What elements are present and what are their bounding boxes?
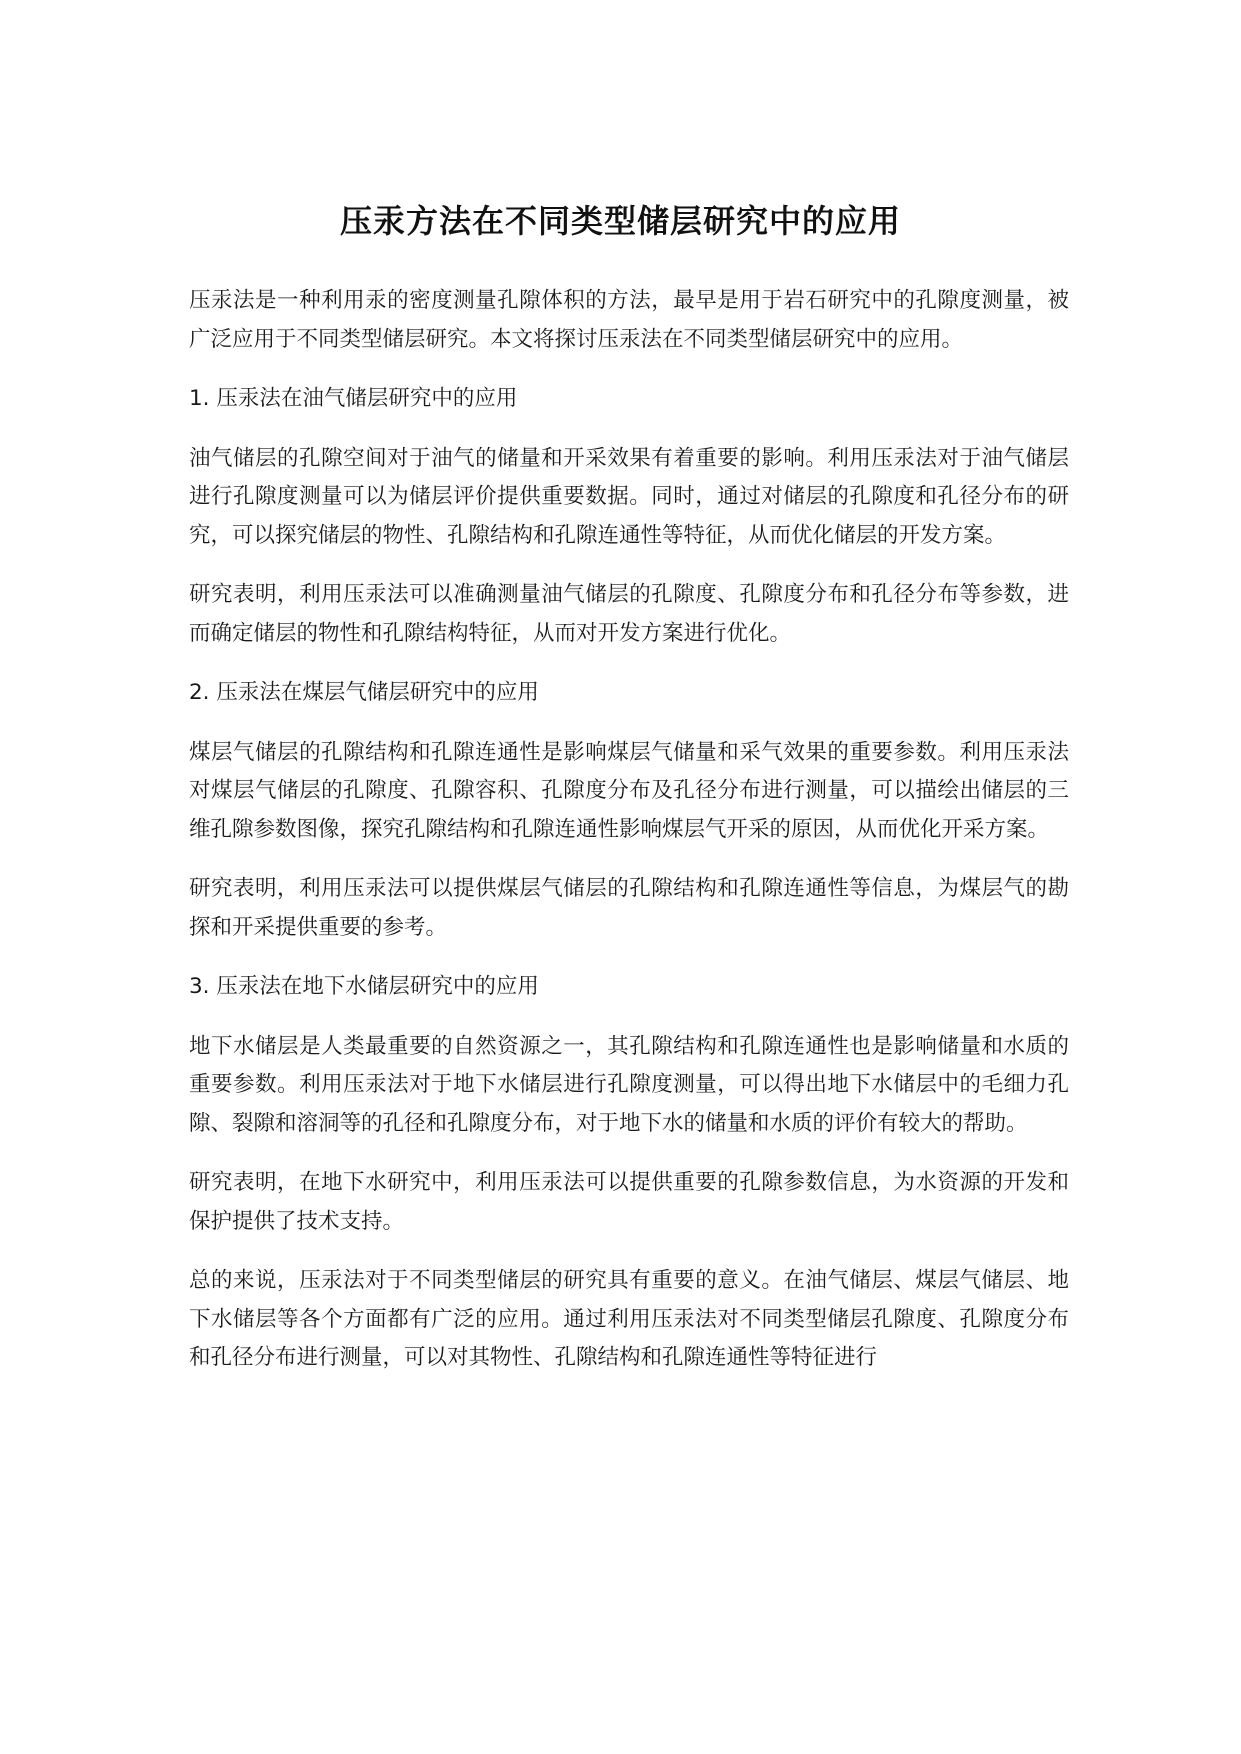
- document-body: [189, 282, 1069, 1399]
- section-groundwater-paragraph-1: 地下水储层是人类最重要的自然资源之一，其孔隙结构和孔隙连通性也是影响储量和水质的重要参数。利用压汞法对于地下水储层进行孔隙度测量，可以得出地下水储层中的毛细力孔隙、裂隙和溶洞等的孔径和孔隙度分布，对于地下水的储量和水质的评价有较大的帮助。: [189, 1033, 1069, 1136]
- section-heading-coalbed-methane: 2. 压汞法在煤层气储层研究中的应用: [189, 680, 539, 705]
- section-coalbed-methane-paragraph-2: 研究表明，利用压汞法可以提供煤层气储层的孔隙结构和孔隙连通性等信息，为煤层气的勘探和开采提供重要的参考。: [189, 876, 1069, 940]
- section-oil-gas-paragraph-1: 油气储层的孔隙空间对于油气的储量和开采效果有着重要的影响。利用压汞法对于油气储层进行孔隙度测量可以为储层评价提供重要数据。同时，通过对储层的孔隙度和孔径分布的研究，可以探究储层的物性、孔隙结构和孔隙连通性等特征，从而优化储层的开发方案。: [189, 445, 1069, 548]
- page-title: 压汞方法在不同类型储层研究中的应用: [339, 202, 901, 241]
- intro-paragraph: 压汞法是一种利用汞的密度测量孔隙体积的方法，最早是用于岩石研究中的孔隙度测量，被广泛应用于不同类型储层研究。本文将探讨压汞法在不同类型储层研究中的应用。: [189, 288, 1069, 352]
- section-coalbed-methane-paragraph-1: 煤层气储层的孔隙结构和孔隙连通性是影响煤层气储量和采气效果的重要参数。利用压汞法对煤层气储层的孔隙度、孔隙容积、孔隙度分布及孔径分布进行测量，可以描绘出储层的三维孔隙参数图像，探究孔隙结构和孔隙连通性影响煤层气开采的原因，从而优化开采方案。: [189, 739, 1069, 842]
- section-groundwater-paragraph-2: 研究表明，在地下水研究中，利用压汞法可以提供重要的孔隙参数信息，为水资源的开发和保护提供了技术支持。: [189, 1170, 1069, 1234]
- section-heading-groundwater: 3. 压汞法在地下水储层研究中的应用: [189, 974, 539, 999]
- section-oil-gas-paragraph-2: 研究表明，利用压汞法可以准确测量油气储层的孔隙度、孔隙度分布和孔径分布等参数，进而确定储层的物性和孔隙结构特征，从而对开发方案进行优化。: [189, 582, 1069, 646]
- section-heading-oil-gas: 1. 压汞法在油气储层研究中的应用: [189, 386, 518, 411]
- conclusion-paragraph: 总的来说，压汞法对于不同类型储层的研究具有重要的意义。在油气储层、煤层气储层、地下水储层等各个方面都有广泛的应用。通过利用压汞法对不同类型储层孔隙度、孔隙度分布和孔径分布进行测量，可以对其物性、孔隙结构和孔隙连通性等特征进行: [189, 1268, 1069, 1370]
